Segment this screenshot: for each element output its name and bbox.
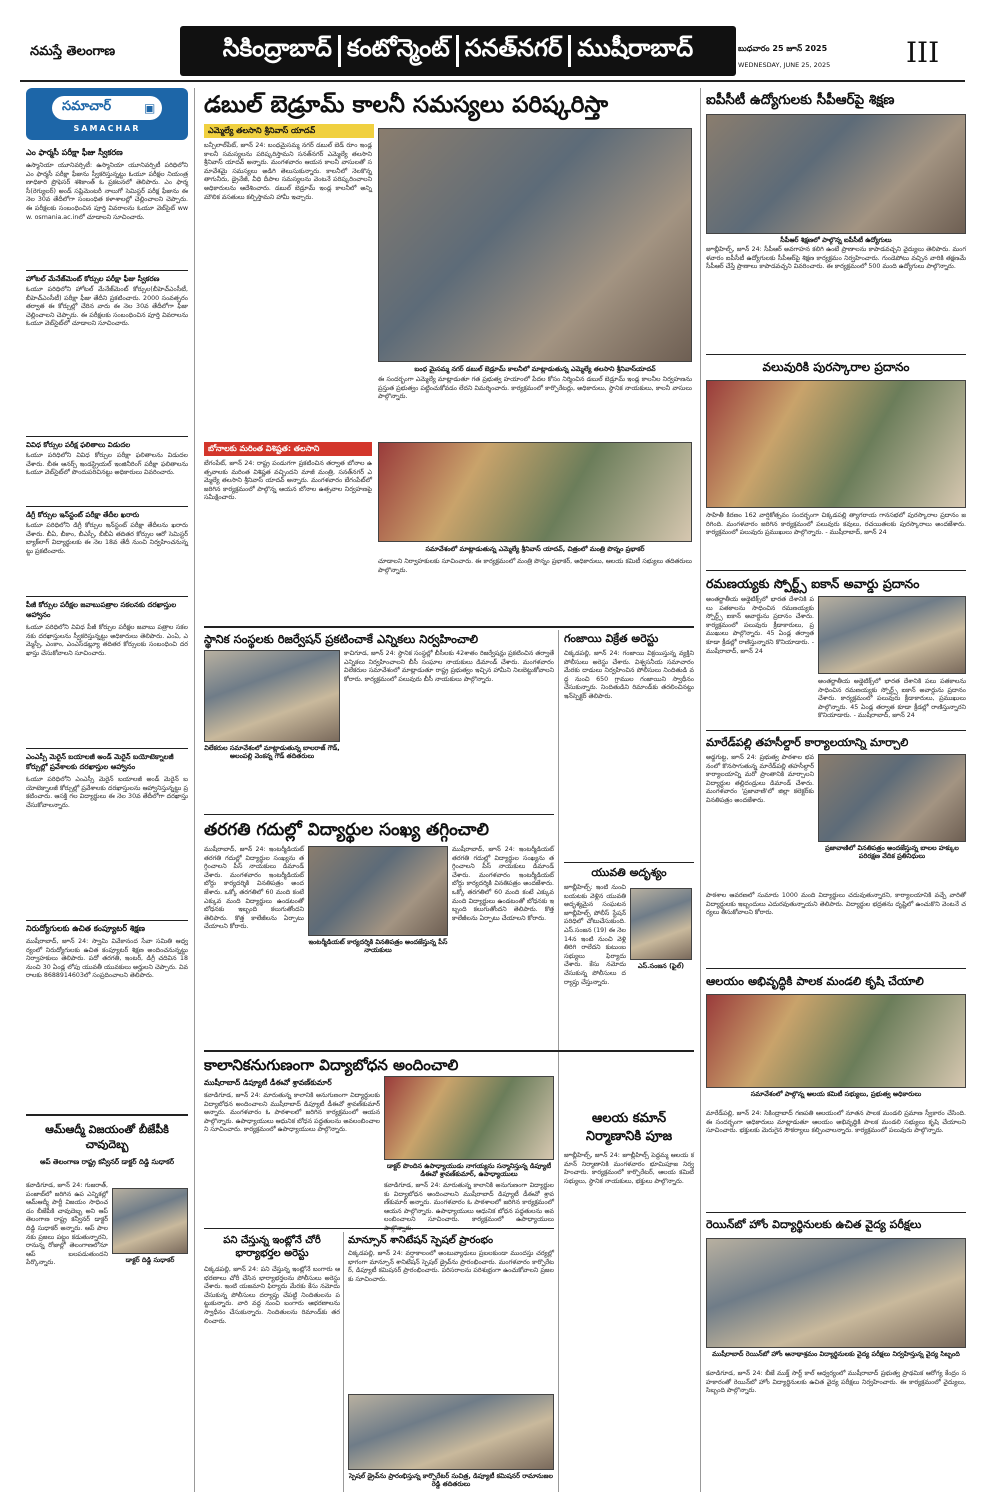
ramanayya-body-2: అంతర్జాతీయ అథ్లెటిక్స్‌లో భారత దేశానికి పలు పతకాలను సాధించిన రమణయ్యకు స్పోర్ట్స్ ఐకాన్ అవార్డును ప్రదానం చేశారు. కార్యక్రమంలో పలువురు క్రీడాకారులు, ప్రముఖులు పాల్గొన్నారు. 45 ఏండ్ల తర్వాత కూడా క్రీడల్లో రాణిస్తున్నారని కొనియాడారు. - ముషీరాబాద్, జూన్ 24 (818, 678, 966, 720)
awards-photo (706, 380, 966, 508)
lead-photo (378, 128, 692, 362)
title-separator (338, 35, 341, 67)
ipc-body: జూబ్లీహిల్స్, జూన్ 24: సీపీఆర్ అవగాహన కలిగి ఉంటే ప్రాణాలను కాపాడవచ్చని వైద్యులు తెలిపారు. మంగళవారం ఐపీసీటీ ఉద్యోగులకు సీపీఆర్‌పై శిక్షణ కార్యక్రమం నిర్వహించారు. గుండెపోటు వచ్చిన వారికి తక్షణమే సీపీఆర్ చేస్తే ప్రాణాలు కాపాడవచ్చని వివరించారు. ఈ కార్యక్రమంలో 500 మంది ఉద్యోగులు పాల్గొన్నారు. (706, 246, 966, 271)
awards-headline: వలువురికి పురస్కారాల ప్రదానం (762, 360, 910, 374)
education-kicker: ముషీరాబాద్ డిప్యూటీ డీఈవో శ్రావణ్‌కుమార్ (204, 1078, 332, 1087)
ipc-photo (706, 114, 966, 234)
rainbow-photo-caption: ముషీరాబాద్ రెయిన్‌బో హోం ఆనాథాశ్రమం విద్యార్థినులకు వైద్య పరీక్షలు నిర్వహిస్తున్న వైద్య సిబ్బంది (712, 1350, 960, 1358)
date-telugu: బుధవారం 25 జూన్ 2025 (738, 44, 828, 53)
date-english: WEDNESDAY, JUNE 25, 2025 (738, 61, 831, 69)
tahsildar-headline: మారేడ్‌పల్లి తహసీల్దార్ కార్యాలయాన్ని మార్చాలి (706, 736, 909, 749)
sidebar-item-2-title: హోటల్ మేనేజ్‌మెంట్ కోర్సుల పరీక్షా ఫీజు స్వీకరణ (26, 275, 160, 283)
sidebar-item-1-title: ఎం ఫార్మసీ పరీక్షా ఫీజు స్వీకరణ (26, 148, 123, 157)
sidebar-divider (26, 596, 188, 597)
column-separator (343, 1232, 344, 1492)
tahsildar-body: అడ్డగుట్ట, జూన్ 24: ప్రభుత్వ పాఠశాల భవనంలో కొనసాగుతున్న మారేడ్‌పల్లి తహసీల్దార్ కార్యాలయాన్ని మరో ప్రాంతానికి మార్చాలని విద్యార్థుల తల్లిదండ్రులు డిమాండ్ చేశారు. మంగళవారం 'ప్రజావాణి'లో జిల్లా కలెక్టర్‌కు వినతిపత్రం అందజేశారు. (706, 754, 814, 804)
missing-photo-caption: ఎస్.సంజన (ఫైల్) (637, 962, 685, 970)
title-separator (456, 35, 459, 67)
title-separator (568, 35, 571, 67)
aap-photo (112, 1188, 188, 1254)
tahsildar-photo (818, 754, 966, 842)
column-separator (194, 88, 195, 1492)
rainbow-headline: రెయిన్‌బో హోం విద్యార్థినులకు ఉచిత వైద్య పరీక్షలు (706, 1218, 922, 1231)
bonalu-photo (378, 442, 692, 542)
section-rule (706, 968, 966, 969)
ramanayya-headline: రమణయ్యకు స్పోర్ట్స్ ఐకాన్ అవార్డు ప్రదానం (706, 576, 920, 591)
column-separator (700, 88, 701, 1492)
ganja-body: చిక్కడపల్లి, జూన్ 24: గంజాయి విక్రయిస్తున్న వ్యక్తిని పోలీసులు అరెస్టు చేశారు. విశ్వసనీయ సమాచారం మేరకు దాడులు నిర్వహించిన పోలీసులు నిందితుడి వద్ద నుంచి 650 గ్రాముల గంజాయిని స్వాధీనం చేసుకున్నారు. నిందితుడిని రిమాండ్‌కు తరలించినట్టు ఇన్‌స్పెక్టర్ తెలిపారు. (564, 650, 694, 700)
lead-kicker: ఎమ్మెల్యే తలసాని శ్రీనివాస్ యాదవ్ (204, 124, 374, 138)
sanitation-body: చిక్కడపల్లి, జూన్ 24: వర్షాకాలంలో అంటువ్యాధులు ప్రబలకుండా ముందస్తు చర్యల్లో భాగంగా మాన్సూన్ శానిటేషన్ స్పెషల్ డ్రైవ్‌ను ప్రారంభించారు. మంగళవారం కార్పొరేటర్, డిప్యూటీ కమిషనర్ ప్రారంభించారు. పరిసరాలను పరిశుభ్రంగా ఉంచుకోవాలని ప్రజలకు సూచించారు. (348, 1250, 554, 1283)
ipc-photo-caption: సీపీఆర్ శిక్షణలో పాల్గొన్న ఐపీసీటీ ఉద్యోగులు (780, 236, 892, 244)
sanitation-photo-caption: స్పెషల్ డ్రైవ్‌ను ప్రారంభిస్తున్న కార్పొరేటర్ సుచిత్ర, డిప్యూటీ కమిషనర్ రామానుజల రెడ్డి తదితరులు (348, 1472, 554, 1488)
local-body-photo-caption: విలేకరుల సమావేశంలో మాట్లాడుతున్న బాలరాజ్ గౌడ్, అలంపల్లి వెంకన్న గౌడ్ తదితరులు (204, 744, 340, 760)
section-rule (204, 626, 694, 628)
aap-headline: ఆమ్‌ఆద్మీ విజయంతో బీజేపీకి చావుదెబ్బ (45, 1123, 169, 1151)
ipc-headline: ఐపీసీటీ ఉద్యోగులకు సీపీఆర్‌పై శిక్షణ (706, 92, 895, 108)
temple-arch-headline: ఆలయ కమాన్ నిర్మాణానికి పూజ (585, 1111, 673, 1144)
education-photo-caption: డాక్టర్ పొందిన ఉపాధ్యాయుడు నాగయ్యను సన్మానిస్తున్న డిప్యూటీ డీఈవో శ్రావణ్‌కుమార్, ఉపాధ్యాయులు (386, 1162, 552, 1178)
local-body-body: కాచిగూడ, జూన్ 24: స్థానిక సంస్థల్లో బీసీలకు 42శాతం రిజర్వేషన్లు ప్రకటించిన తర్వాతే ఎన్నికలు నిర్వహించాలని బీసీ సంఘాల నాయకులు డిమాండ్ చేశారు. మంగళవారం విలేకరుల సమావేశంలో మాట్లాడుతూ రాష్ట్ర ప్రభుత్వం ఇచ్చిన హామీని నిలబెట్టుకోవాలని కోరారు. కార్యక్రమంలో పలువురు బీసీ నాయకులు పాల్గొన్నారు. (344, 650, 554, 683)
classrooms-body-2: ముషీరాబాద్, జూన్ 24: ఇంటర్మీడియట్ తరగతి గదుల్లో విద్యార్థుల సంఖ్యను తగ్గించాలని పీస్ నాయకులు డిమాండ్ చేశారు. మంగళవారం ఇంటర్మీడియట్ బోర్డు కార్యదర్శికి వినతిపత్రం అందజేశారు. ఒక్కో తరగతిలో 60 మంది కంటే ఎక్కువ మంది విద్యార్థులు ఉండటంతో బోధనకు ఇబ్బంది కలుగుతోందని తెలిపారు. కొత్త కాలేజీలను ఏర్పాటు చేయాలని కోరారు. (452, 846, 554, 922)
classrooms-photo-caption: ఇంటర్మీడియట్ కార్యదర్శికి వినతిపత్రం అందజేస్తున్న పీస్ నాయకులు (308, 938, 448, 954)
sidebar-item-6-body: ఓయూ పరిధిలోని ఎంఎస్సీ మెరైన్ బయాలజీ అండ్ మెరైన్ బయోటెక్నాలజీ కోర్సుల్లో ప్రవేశాలకు దరఖాస్తులను ఆహ్వానిస్తున్నట్టు ప్రకటించారు. ఆసక్తి గల విద్యార్థులు ఈ నెల 30వ తేదీలోగా దరఖాస్తు చేసుకోవాలన్నారు. (26, 776, 188, 809)
education-body: కవాడిగూడ, జూన్ 24: మారుతున్న కాలానికి అనుగుణంగా విద్యార్థులకు విద్యాబోధన అందించాలని ముషీరాబాద్ డిప్యూటీ డీఈవో శ్రావణ్‌కుమార్ అన్నారు. మంగళవారం ఓ పాఠశాలలో జరిగిన కార్యక్రమంలో ఆయన పాల్గొన్నారు. ఉపాధ్యాయులు ఆధునిక బోధన పద్ధతులను అవలంబించాలని సూచించారు. కార్యక్రమంలో ఉపాధ్యాయులు పాల్గొన్నారు. (204, 1092, 380, 1134)
temple-body: మారేడ్‌పల్లి, జూన్ 24: సికింద్రాబాద్ గణపతి ఆలయంలో నూతన పాలక మండలి ప్రమాణ స్వీకారం చేసింది. ఈ సందర్భంగా అధికారులు మాట్లాడుతూ ఆలయం అభివృద్ధికి పాలక మండలి సభ్యులు కృషి చేయాలని సూచించారు. భక్తులకు మెరుగైన సౌకర్యాలు కల్పించాలన్నారు. కార్యక్రమంలో పలువురు పాల్గొన్నారు. (706, 1110, 966, 1135)
missing-body: జూబ్లీహిల్స్: ఇంటి నుంచి బయటకు వెళ్లిన యువతి అదృశ్యమైన సంఘటన జూబ్లీహిల్స్ పోలీస్ స్టేషన్ పరిధిలో చోటుచేసుకుంది. ఎస్.సంజన (19) ఈ నెల 14న ఇంటి నుంచి వెళ్లి తిరిగి రాలేదని కుటుంబ సభ్యులు ఫిర్యాదు చేశారు. కేసు నమోదు చేసుకున్న పోలీసులు దర్యాప్తు చేస్తున్నారు. (564, 884, 626, 986)
sidebar-column (24, 88, 190, 1492)
lead-photo-caption: బంధ మైసమ్మ నగర్ డబుల్ బెడ్రూమ్ కాలనీలో మాట్లాడుతున్న ఎమ్మెల్యే తలసాని శ్రీనివాస్‌యాదవ్ (414, 365, 656, 373)
logo-text-en: SAMACHAR (73, 124, 141, 133)
sanitation-photo (348, 1394, 554, 1470)
lead-body-2: ఈ సందర్భంగా ఎమ్మెల్యే మాట్లాడుతూ గత ప్రభుత్వ హయాంలో పేదల కోసం నిర్మించిన డబుల్ బెడ్రూమ్ ఇండ్ల కాలనీల నిర్వహణను ప్రస్తుత ప్రభుత్వం పట్టించుకోవడం లేదని విమర్శించారు. కార్యక్రమంలో కార్పొరేటర్లు, అధికారులు, స్థానిక నాయకులు, కాలనీ వాసులు పాల్గొన్నారు. (378, 376, 692, 401)
masthead (14, 10, 969, 72)
aap-body: కవాడిగూడ, జూన్ 24: గుజరాత్, పంజాబ్‌లో జరిగిన ఉప ఎన్నికల్లో ఆమ్‌ఆద్మీ పార్టీ విజయం సాధించడం బీజేపీకి చావుదెబ్బ అని ఆప్ తెలంగాణ రాష్ట్ర కన్వీనర్ డాక్టర్ దిడ్డి సుధాకర్ అన్నారు. ఆప్ పాలనకు ప్రజలు పట్టం కడుతున్నారని, రానున్న రోజుల్లో తెలంగాణలోనూ ఆప్ బలపడుతుందని పేర్కొన్నారు. (26, 1182, 108, 1267)
ramanayya-body: అంతర్జాతీయ అథ్లెటిక్స్‌లో భారత దేశానికి పలు పతకాలను సాధించిన రమణయ్యకు స్పోర్ట్స్ ఐకాన్ అవార్డును ప్రదానం చేశారు. కార్యక్రమంలో పలువురు క్రీడాకారులు, ప్రముఖులు పాల్గొన్నారు. 45 ఏండ్ల తర్వాత కూడా క్రీడల్లో రాణిస్తున్నారని కొనియాడారు. - ముషీరాబాద్, జూన్ 24 (706, 596, 814, 655)
tahsildar-photo-caption: ప్రజావాణిలో వినతిపత్రం అందజేస్తున్న బాలల హక్కుల పరిరక్షణ వేదిక ప్రతినిధులు (825, 844, 959, 860)
classrooms-headline: తరగతి గదుల్లో విద్యార్థుల సంఖ్య తగ్గించాలి (204, 820, 489, 840)
awards-body: సాహితీ కిరణం 162 వార్షికోత్సవం సందర్భంగా చిక్కడపల్లి త్యాగరాయ గానసభలో పురస్కారాల ప్రదానం జరిగింది. మంగళవారం జరిగిన కార్యక్రమంలో పలువురు కవులు, రచయితలకు పురస్కారాలు అందజేశారు. కార్యక్రమంలో పలువురు ప్రముఖులు పాల్గొన్నారు. - ముషీరాబాద్, జూన్ 24 (706, 512, 966, 537)
education-body-2: కవాడిగూడ, జూన్ 24: మారుతున్న కాలానికి అనుగుణంగా విద్యార్థులకు విద్యాబోధన అందించాలని ముషీరాబాద్ డిప్యూటీ డీఈవో శ్రావణ్‌కుమార్ అన్నారు. మంగళవారం ఓ పాఠశాలలో జరిగిన కార్యక్రమంలో ఆయన పాల్గొన్నారు. ఉపాధ్యాయులు ఆధునిక బోధన పద్ధతులను అవలంబించాలని సూచించారు. కార్యక్రమంలో ఉపాధ్యాయులు (384, 1182, 554, 1224)
bonalu-kicker: బోనాలకు మరింత విశిష్టత: తలసాని (204, 442, 372, 456)
tahsildar-body-2: పాఠశాల ఆవరణలో సుమారు 1000 మంది విద్యార్థులు చదువుతున్నారని, కార్యాలయానికి వచ్చే వారితో విద్యార్థులకు ఇబ్బందులు ఎదురవుతున్నాయని తెలిపారు. విద్యార్థుల భద్రతను దృష్టిలో ఉంచుకొని వెంటనే చర్యలు తీసుకోవాలని కోరారు. (706, 892, 966, 917)
sidebar-divider (26, 270, 188, 271)
section-rule (706, 1212, 966, 1213)
bonalu-body: బేగంపేట్, జూన్ 24: రాష్ట్ర పండుగగా ప్రకటించిన తర్వాత బోనాల ఉత్సవాలకు మరింత విశిష్టత వచ్చిందని మాజీ మంత్రి, సనత్‌నగర్ ఎమ్మెల్యే తలసాని శ్రీనివాస్ యాదవ్ అన్నారు. మంగళవారం బేగంపేట్‌లో జరిగిన కార్యక్రమంలో పాల్గొన్న ఆయన బోనాల ఉత్సవాల నిర్వహణపై సమీక్షించారు. (204, 460, 372, 502)
theft-headline: పని చేస్తున్న ఇంట్లోనే చోరీ భార్యాభర్తల అరెస్టు (223, 1235, 321, 1259)
sidebar-item-4-title: డిగ్రీ కోర్సుల ఇన్‌స్టంట్ పరీక్షా తేదీల ఖరారు (26, 511, 140, 519)
sidebar-item-1-body: ఉస్మానియా యూనివర్సిటీ: ఉస్మానియా యూనివర్సిటీ పరిధిలోని ఎం ఫార్మసీ పరీక్షా ఫీజును స్వీకరిస్తున్నట్టు ఓయూ పరీక్షల నియంత్రణాధికారి ప్రొఫెసర్ శశికాంత్ ఓ ప్రకటనలో తెలిపారు. ఎం ఫార్మసీ(రెగ్యులర్) అండ్ సప్లిమెంటరీ నాలుగో సెమిస్టర్ పరీక్ష ఫీజును ఈ నెల 30వ తేదీలోగా సంబంధిత కళాశాలల్లో చెల్లించాలని చెప్పారు. ఈ పరీక్షలకు సంబంధించిన పూర్తి వివరాలను ఓయూ వెబ్‌సైట్ www. osmania.ac.inలో చూడాలని సూచించారు. (26, 162, 188, 221)
lead-body-1: బన్సీలాల్‌పేట్, జూన్ 24: బంధమైసమ్మ నగర్ డబుల్ బెడ్ రూం ఇండ్ల కాలనీ సమస్యలను పరిష్కరిస్తామని సనత్‌నగర్ ఎమ్మెల్యే తలసాని శ్రీనివాస్ యాదవ్ అన్నారు. మంగళవారం ఆయన కాలనీ వాసులతో సమావేశమై సమస్యలు అడిగి తెలుసుకున్నారు. కాలనీలో నెలకొన్న తాగునీరు, డ్రైనేజీ, వీధి దీపాల సమస్యలను వెంటనే పరిష్కరించాలని అధికారులను ఆదేశించారు. డబుల్ బెడ్రూమ్ ఇండ్ల కాలనీలో అన్ని మౌలిక వసతులు కల్పిస్తామని హామీ ఇచ్చారు. (204, 142, 372, 201)
masthead-title-2: కంటోన్మెంట్ (346, 34, 450, 62)
temple-arch-body: జూబ్లీహిల్స్, జూన్ 24: జూబ్లీహిల్స్ పెద్దమ్మ ఆలయ కమాన్ నిర్మాణానికి మంగళవారం భూమిపూజ నిర్వహించారు. కార్యక్రమంలో కార్పొరేటర్, ఆలయ కమిటీ సభ్యులు, స్థానిక నాయకులు, భక్తులు పాల్గొన్నారు. (564, 1152, 694, 1185)
rainbow-photo (706, 1238, 966, 1348)
sidebar-item-4-body: ఓయూ పరిధిలోని డిగ్రీ కోర్సుల ఇన్‌స్టంట్ పరీక్షా తేదీలను ఖరారు చేశారు. బీఏ, బీకాం, బీఎస్సీ, బీబీఏ తదితర కోర్సుల ఆరో సెమిస్టర్ బ్యాక్‌లాగ్ విద్యార్థులకు ఈ నెల 18వ తేదీ నుంచి నిర్వహించనున్నట్టు ప్రకటించారు. (26, 522, 188, 555)
missing-headline: యువతి అదృశ్యం (591, 866, 667, 879)
section-rule (204, 1228, 554, 1229)
temple-photo (706, 994, 966, 1088)
rainbow-body: కవాడిగూడ, జూన్ 24: బీజే ముక్త్ సార్ట్ కాల్ ఆధ్వర్యంలో ముషీరాబాద్ ప్రభుత్వ ప్రాథమిక ఆరోగ్య కేంద్రం సహకారంతో రెయిన్‌బో హోం విద్యార్థినులకు ఉచిత వైద్య పరీక్షలు నిర్వహించారు. ఈ కార్యక్రమంలో వైద్యులు, సిబ్బంది పాల్గొన్నారు. (706, 1370, 966, 1395)
column-separator (558, 630, 559, 1058)
temple-photo-caption: సమావేశంలో పాల్గొన్న ఆలయ కమిటీ సభ్యులు, ప్రభుత్వ అధికారులు (750, 1090, 922, 1098)
aap-photo-caption: డాక్టర్ దిడ్డి సుధాకర్ (125, 1256, 175, 1264)
sidebar-item-3-body: ఓయూ పరిధిలోని వివిధ కోర్సుల పరీక్షా ఫలితాలను విడుదల చేశారు. బీఈ ఆనర్స్ ఇండస్ట్రియల్ ఇంజినీరింగ్ పరీక్షా ఫలితాలను ఓయూ వెబ్‌సైట్‌లో పొందుపరిచినట్టు అధికారులు వివరించారు. (26, 452, 188, 477)
aap-subtitle: ఆప్ తెలంగాణ రాష్ట్ర కన్వీనర్ డాక్టర్ దిడ్డి సుధాకర్ (40, 1158, 174, 1166)
sidebar-item-3-title: వివిధ కోర్సుల పరీక్ష ఫలితాలు విడుదల (26, 441, 131, 449)
page-number: III (906, 36, 940, 69)
ganja-headline: గంజాయి విక్రేత అరెస్టు (564, 632, 659, 645)
sanitation-headline: మాన్సూన్ శానిటేషన్ స్పెషల్ ప్రారంభం (348, 1235, 494, 1246)
temple-headline: ఆలయం అభివృద్ధికి పాలక మండలి కృషి చేయాలి (706, 974, 924, 988)
column-separator (558, 1056, 559, 1492)
section-rule (706, 570, 966, 571)
sidebar-divider (26, 436, 188, 437)
classrooms-photo (308, 846, 448, 936)
masthead-title-4: ముషీరాబాద్ (577, 34, 694, 62)
brand-name: నమస్తే తెలంగాణ (30, 44, 116, 59)
education-headline: కాలానికనుగుణంగా విద్యాబోధన అందించాలి (204, 1056, 459, 1074)
book-icon: ▣ (144, 101, 156, 115)
sidebar-divider (26, 920, 188, 921)
classrooms-body: ముషీరాబాద్, జూన్ 24: ఇంటర్మీడియట్ తరగతి గదుల్లో విద్యార్థుల సంఖ్యను తగ్గించాలని పీస్ నాయకులు డిమాండ్ చేశారు. మంగళవారం ఇంటర్మీడియట్ బోర్డు కార్యదర్శికి వినతిపత్రం అందజేశారు. ఒక్కో తరగతిలో 60 మంది కంటే ఎక్కువ మంది విద్యార్థులు ఉండటంతో బోధనకు ఇబ్బంది కలుగుతోందని తెలిపారు. కొత్త కాలేజీలను ఏర్పాటు చేయాలని కోరారు. (204, 846, 304, 931)
local-body-headline: స్థానిక సంస్థలకు రిజర్వేషన్ ప్రకటించాకే ఎన్నికలు నిర్వహించాలి (204, 632, 479, 646)
missing-photo (630, 888, 692, 960)
theft-body: చిక్కడపల్లి, జూన్ 24: పని చేస్తున్న ఇంట్లోనే బంగారు ఆభరణాలు చోరీ చేసిన భార్యాభర్తలను పోలీసులు అరెస్టు చేశారు. ఇంటి యజమాని ఫిర్యాదు మేరకు కేసు నమోదు చేసుకున్న పోలీసులు దర్యాప్తు చేపట్టి నిందితులను పట్టుకున్నారు. వారి వద్ద నుంచి బంగారు ఆభరణాలను స్వాధీనం చేసుకున్నారు. నిందితులను రిమాండ్‌కు తరలించారు. (204, 1266, 340, 1325)
lead-headline: డబుల్ బెడ్రూమ్ కాలనీ సమస్యలు పరిష్కరిస్తా (204, 92, 609, 118)
masthead-title-box (180, 26, 736, 76)
section-rule (706, 354, 966, 355)
logo-text-te: సమాచార్ (62, 99, 112, 114)
sidebar-item-5-body: ఓయూ పరిధిలోని వివిధ పీజీ కోర్సుల పరీక్షల జవాబు పత్రాల సకలనకు దరఖాస్తులను స్వీకరిస్తున్నట్టు అధికారులు తెలిపారు. ఎంఏ, ఎమ్మెస్సీ, ఎంకాం, ఎంఎస్‌డబ్ల్యూ తదితర కోర్సులకు సంబంధించి దరఖాస్తు చేసుకోవాలని సూచించారు. (26, 624, 188, 657)
sidebar-item-7-title: నిరుద్యోగులకు ఉచిత కంప్యూటర్ శిక్షణ (26, 924, 146, 933)
masthead-title-3: సనత్‌నగర్ (464, 34, 563, 62)
sidebar-item-2-body: ఓయూ పరిధిలోని హోటల్ మేనేజ్‌మెంట్ కోర్సుల(బీహెచ్ఎంసీటీ, బీహెచ్ఎంసీటీ) పరీక్షా ఫీజు తేదీని ప్రకటించారు. 2000 సంవత్సరం తర్వాత ఈ కోర్సుల్లో చేరిన వారు ఈ నెల 30వ తేదీలోగా ఫీజు చెల్లించాలని చెప్పారు. ఈ పరీక్షలకు సంబంధించిన పూర్తి వివరాలను ఓయూ వెబ్‌సైట్‌లో చూడాలని సూచించారు. (26, 286, 188, 328)
masthead-rule (20, 80, 965, 82)
sidebar-item-5-title: పీజీ కోర్సుల పరీక్షల జవాబుపత్రాల సకలనకు దరఖాస్తుల ఆహ్వానం (26, 601, 177, 619)
section-rule (706, 730, 966, 731)
ramanayya-photo (818, 596, 966, 674)
sidebar-item-7-body: ముషీరాబాద్, జూన్ 24: స్వామి వివేకానంద సేవా సమితి ఆధ్వర్యంలో నిరుద్యోగులకు ఉచిత కంప్యూటర్ శిక్షణ అందించనున్నట్టు నిర్వాహకులు తెలిపారు. పదో తరగతి, ఇంటర్, డిగ్రీ చదివిన 18 నుంచి 30 ఏండ్ల లోపు యువతీ యువకులు అర్హులని చెప్పారు. వివరాలకు 8688914603లో సంప్రదించాలని తెలిపారు. (26, 938, 188, 980)
masthead-title-1: సికింద్రాబాద్ (222, 34, 332, 62)
sidebar-divider (26, 1114, 188, 1116)
section-rule (204, 1050, 694, 1052)
bonalu-body-2: చూడాలని నిర్వాహకులకు సూచించారు. ఈ కార్యక్రమంలో మంత్రి పొన్నం ప్రభాకర్, అధికారులు, ఆలయ కమిటీ సభ్యులు తదితరులు పాల్గొన్నారు. (378, 558, 692, 574)
section-rule (564, 862, 694, 863)
samachar-logo (26, 88, 188, 140)
sidebar-divider (26, 506, 188, 507)
local-body-photo (204, 650, 340, 742)
sidebar-item-6-title: ఎంఎస్సీ మెరైన్ బయాలజీ అండ్ మెరైన్ బయోటెక్నాలజీ కోర్సుల్లో ప్రవేశాలకు దరఖాస్తుల ఆహ్వానం (26, 753, 174, 771)
sidebar-divider (26, 748, 188, 749)
bonalu-photo-caption: సమావేశంలో మాట్లాడుతున్న ఎమ్మెల్యే శ్రీనివాస్ యాదవ్, చిత్రంలో మంత్రి పొన్నం ప్రభాకర్ (425, 545, 645, 553)
section-rule (204, 814, 554, 815)
education-photo (384, 1076, 554, 1160)
